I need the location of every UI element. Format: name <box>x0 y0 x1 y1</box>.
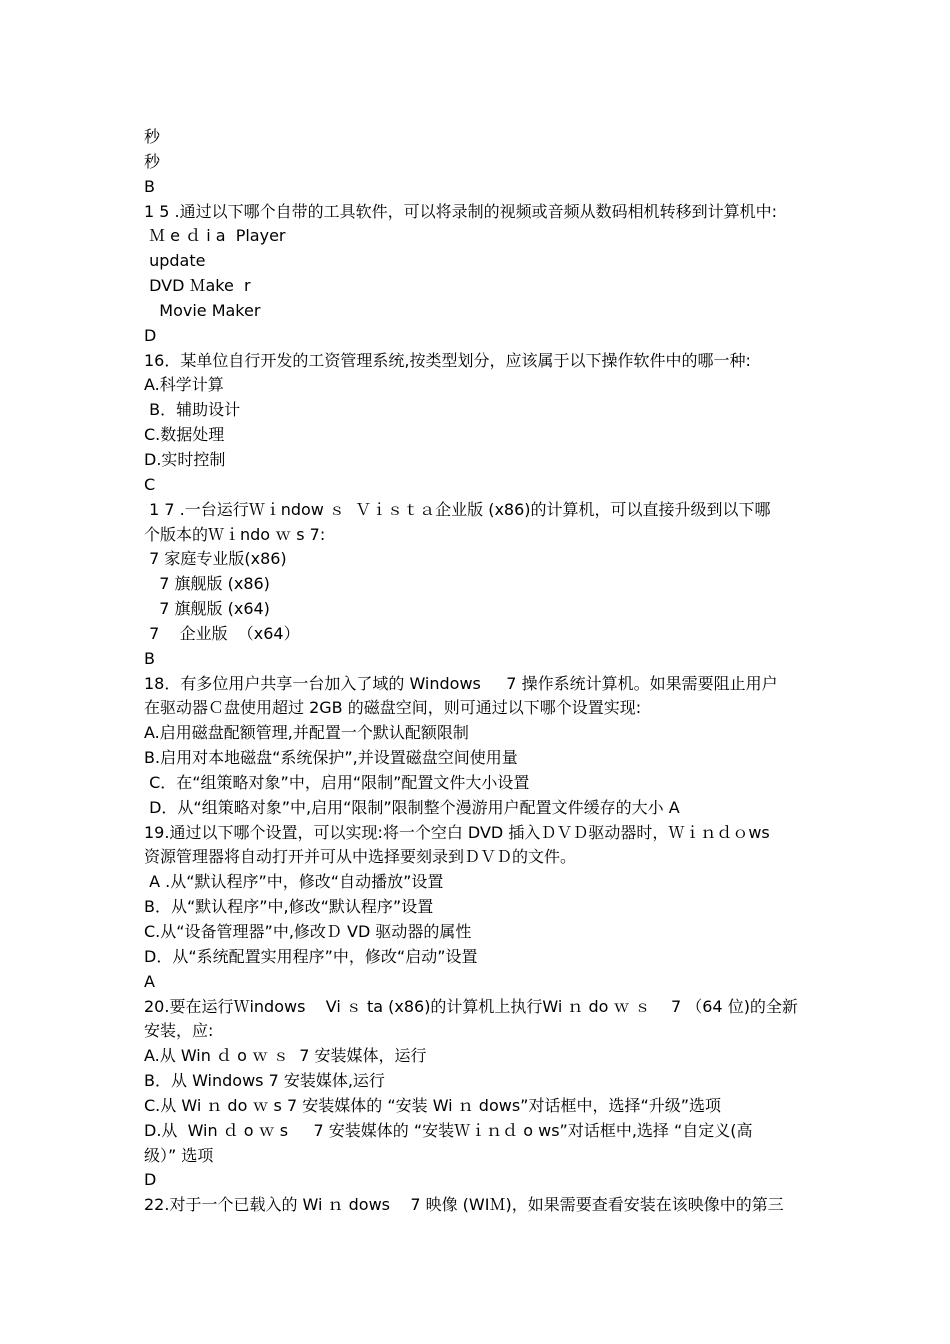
option-line: 7 旗舰版 (x64) <box>144 599 270 619</box>
option-line: B．从“默认程序”中,修改“默认程序”设置 <box>144 897 434 917</box>
option-line: B．从 Windows 7 安装媒体,运行 <box>144 1071 385 1091</box>
question-16: 16．某单位自行开发的工资管理系统,按类型划分，应该属于以下操作软件中的哪一种: <box>144 350 751 370</box>
option-line: D．从“系统配置实用程序”中，修改“启动”设置 <box>144 946 478 966</box>
question-19: 19.通过以下哪个设置，可以实现:将一个空白 DVD 插入ＤＶＤ驱动器时，Ｗｉｎｄｏws <box>144 822 770 842</box>
text-line: 秒 <box>144 151 161 171</box>
option-line: update <box>144 251 206 271</box>
option-line: C.数据处理 <box>144 425 225 445</box>
question-18-continued: 在驱动器Ｃ盘使用超过 2GB 的磁盘空间，则可通过以下哪个设置实现: <box>144 698 642 718</box>
answer-line: A <box>144 971 155 991</box>
option-line: B．辅助设计 <box>144 400 241 420</box>
answer-line: B <box>144 648 155 668</box>
option-line: A.从 Win ｄ o ｗ ｓ 7 安装媒体，运行 <box>144 1046 427 1066</box>
question-20: 20.要在运行Ｗindows Vi ｓ ta (x86)的计算机上执行Wi ｎ do ｗ ｓ 7 （64 位)的全新 <box>144 996 798 1016</box>
option-line: D．从“组策略对象”中,启用“限制”限制整个漫游用户配置文件缓存的大小 A <box>144 797 680 817</box>
option-line: A.科学计算 <box>144 375 224 395</box>
option-line: D.从 Win ｄ o ｗ s 7 安装媒体的 “安装Ｗｉｎｄ o ws”对话框中,选择 “自定义(高 <box>144 1120 753 1140</box>
question-18: 18．有多位用户共享一台加入了域的 Windows 7 操作系统计算机。如果需要阻止用户 <box>144 673 778 693</box>
option-line: Movie Maker <box>144 300 261 320</box>
question-17: 1 7 .一台运行Ｗｉndow ｓ Ｖｉｓｔａ企业版 (x86)的计算机，可以直接升级到以下哪 <box>144 499 771 519</box>
answer-line: C <box>144 474 156 494</box>
option-line: DVD Ｍake r <box>144 276 251 296</box>
question-19-continued: 资源管理器将自动打开并可从中选择要刻录到ＤＶＤ的文件。 <box>144 847 577 867</box>
option-line-continued: 级）” 选项 <box>144 1145 214 1165</box>
option-line: C.从“设备管理器”中,修改Ｄ VD 驱动器的属性 <box>144 922 472 941</box>
option-line: D.实时控制 <box>144 449 226 469</box>
answer-line: D <box>144 325 157 345</box>
option-line: 7 家庭专业版(x86) <box>144 549 287 569</box>
answer-line: D <box>144 1170 157 1190</box>
option-line: A .从“默认程序”中，修改“自动播放”设置 <box>144 872 444 892</box>
option-line: 7 旗舰版 (x86) <box>144 574 270 594</box>
question-22: 22.对于一个已载入的 Wi ｎ dows 7 映像 (WIＭ)，如果需要查看安装在该映像中的第三 <box>144 1195 784 1215</box>
text-line: 秒 <box>144 127 161 146</box>
option-line: A.启用磁盘配额管理,并配置一个默认配额限制 <box>144 723 469 743</box>
option-line: C．在“组策略对象”中，启用“限制”配置文件大小设置 <box>144 772 530 792</box>
option-line: C.从 Wi ｎ do ｗ s 7 安装媒体的 “安装 Wi ｎ dows”对话框中，选择“升级”选项 <box>144 1095 722 1115</box>
question-20-continued: 安装，应: <box>144 1021 214 1041</box>
answer-line: B <box>144 176 155 196</box>
option-line: 7 企业版 （x64） <box>144 623 300 643</box>
option-line: B.启用对本地磁盘“系统保护”,并设置磁盘空间使用量 <box>144 748 518 768</box>
document-body <box>144 125 809 1218</box>
question-15: 1 5 .通过以下哪个自带的工具软件，可以将录制的视频或音频从数码相机转移到计算机中: <box>144 201 778 221</box>
question-17-continued: 个版本的Ｗｉndo ｗ s 7: <box>144 524 326 544</box>
option-line: Ｍ e ｄ i a Player <box>144 226 286 246</box>
